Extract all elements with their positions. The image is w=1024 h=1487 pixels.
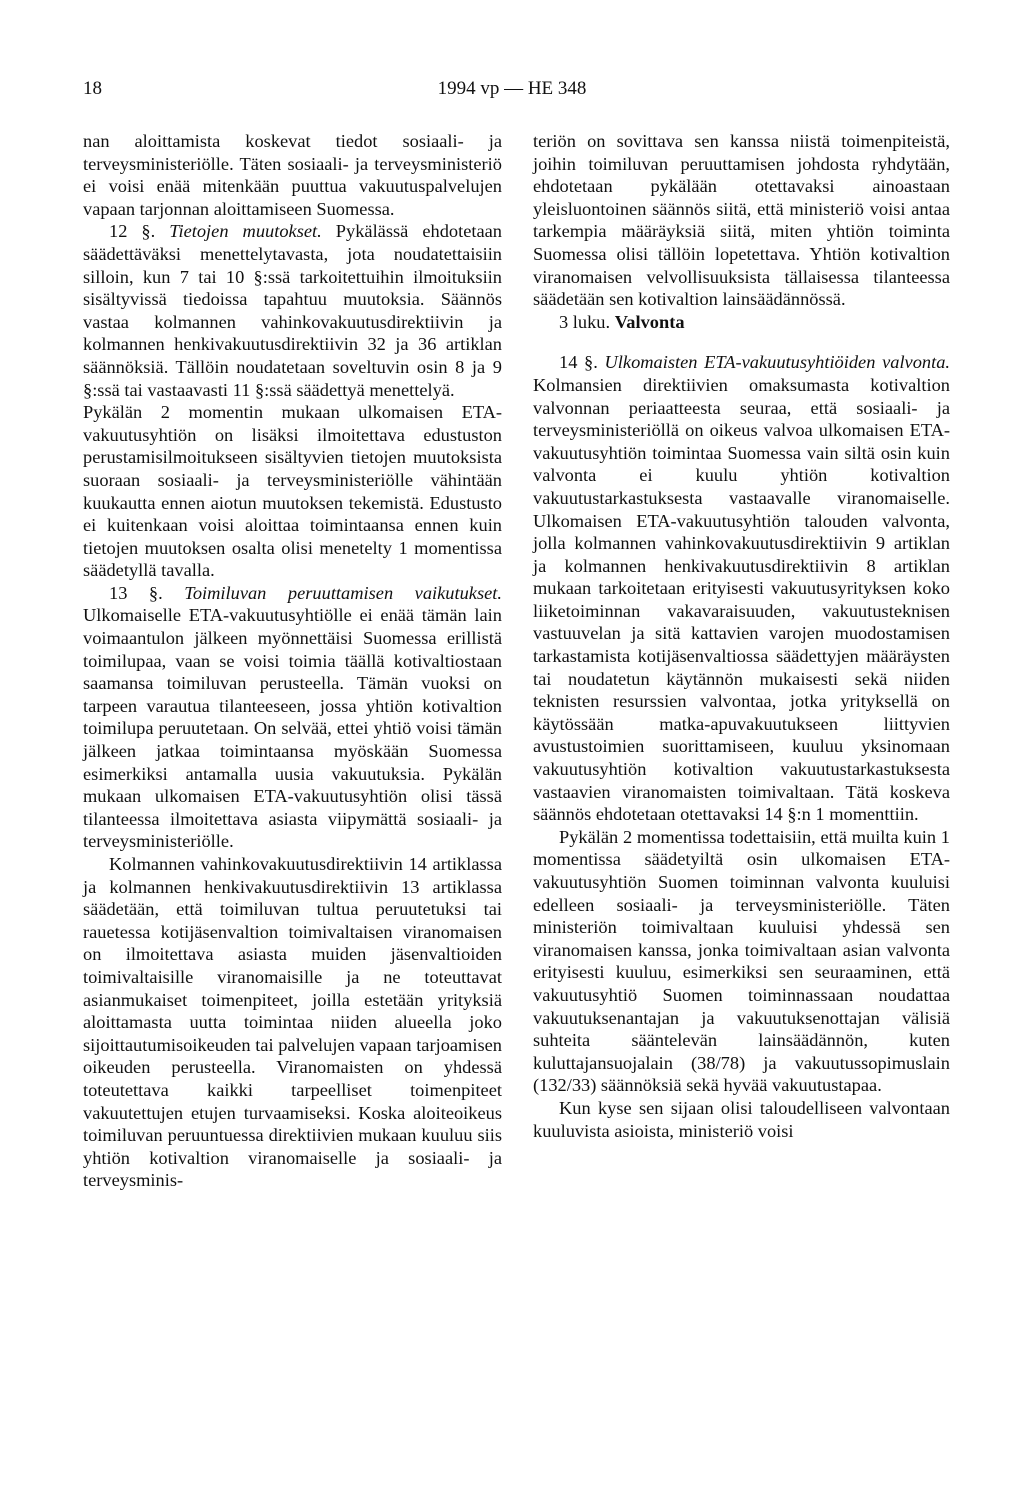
section-title: Ulkomaisten ETA-vakuutusyhtiöiden valvonta. — [604, 352, 951, 373]
section-number: 13 §. — [109, 582, 163, 603]
section-text: Ulkomaiselle ETA-vakuutusyhtiölle ei enää tämän lain voimaantulon jälkeen myönnettäisi Suomessa erillistä toimilupaa, vaan se voisi toimia täällä kotivaltiostaan saamansa toimiluvan perusteella. Tämän vuoksi on tarpeen varautua tilanteeseen, jossa yhtiön kotivaltion toimilupa peruutetaan. On selvää, ettei yhtiö voisi tämän jälkeen jatkaa toimintaansa myöskään Suomessa esimerkiksi antamalla uusia vakuutuksia. Pykälän mukaan ulkomaisen ETA-vakuutusyhtiön olisi tässä tilanteessa ilmoitettava asiasta viipymättä sosiaali- ja terveysministeriölle. — [83, 605, 502, 852]
left-column — [83, 130, 502, 1192]
section-title: Toimiluvan peruuttamisen vaikutukset. — [184, 582, 502, 603]
section-number: 14 §. — [559, 352, 598, 373]
paragraph: Pykälän 2 momentissa todettaisiin, että muilta kuin 1 momentissa säädetyiltä osin ulkomaisen ETA-vakuutusyhtiön Suomen toiminnan valvonta kuuluisi edelleen sosiaali- ja terveysministeriölle. Täten ministeriön toimivaltaan kuuluisi yhdessä sen viranomaisen kanssa, jonka toimivaltaan asian valvonta erityisesti kuuluu, esimerkiksi sen seuraaminen, että vakuutusyhtiö Suomen toiminnassaan noudattaa vakuutuksenantajan ja vakuutuksenottajan välisiä suhteita sääntelevän lainsäädännön, kuten kuluttajansuojalain (38/78) ja vakuutussopimuslain (132/33) säännöksiä sekä hyvää vakuutustapaa. — [533, 826, 950, 1096]
chapter-heading — [533, 311, 950, 334]
paragraph: Kolmannen vahinkovakuutusdirektiivin 14 artiklassa ja kolmannen henkivakuutusdirektiivin 13 artiklassa säädetään, että toimiluvan tultua peruutetuksi tai rauetessa kotijäsenvaltion toimivaltaisen viranomaisen on ilmoitettava asiasta muiden jäsenvaltioiden toimivaltaisille viranomaisille ja ne toteuttavat asianmukaiset toimenpiteet, joilla estetään yrityksiä aloittamasta uutta toimintaa niiden alueella joko sijoittautumisoikeuden tai palvelujen vapaan tarjoamisen oikeuden perusteella. Viranomaisten on yhdessä toteutettava kaikki tarpeelliset toimenpiteet vakuutettujen etujen turvaamiseksi. Koska aloiteoikeus toimiluvan peruuntuessa direktiivien mukaan kuuluu siis yhtiön kotivaltion viranomaiselle ja sosiaali- ja terveysminis- — [83, 854, 502, 1191]
section-number: 12 §. — [109, 221, 156, 242]
section-12 — [83, 220, 502, 401]
paragraph: Kun kyse sen sijaan olisi taloudelliseen valvontaan kuuluvista asioista, ministeriö voisi — [533, 1097, 950, 1141]
section-text: Kolmansien direktiivien omaksumasta kotivaltion valvonnan periaatteesta seuraa, että sosiaali- ja terveysministeriöllä on oikeus valvoa ulkomaisen ETA-vakuutusyhtiön toimintaa Suomessa vain siltä osin kuin valvonta ei kuulu yhtiön kotivaltion vakuutustarkastuksesta vastaavalle viranomaiselle. Ulkomaisen ETA-vakuutusyhtiön talouden valvonta, jolla kolmannen vahinkovakuutusdirektiivin 9 artiklan ja kolmannen henkivakuutusdirektiivin 8 artiklan mukaan tarkoitetaan erityisesti vakuutusyrityksen koko liiketoiminnan vakavaraisuuden, vakuutusteknisen vastuuvelan ja sitä kattavien varojen muodostamisen tarkastamista kotijäsenvaltiossa säädettyjen määräysten tai noudatetun käytännön mukaisesti sekä niiden teknisten resurssien valvontaa, jotka yrityksellä on käytössään matka-apuvakuutukseen liittyvien avustustoimien suorittamiseen, kuuluu yksinomaan vakuutusyhtiön kotivaltion vakuutustarkastuksesta vastaavien viranomaisten toimivaltaan. Tätä koskeva säännös ehdotetaan otettavaksi 14 §:n 1 momenttiin. — [533, 374, 950, 825]
paragraph: nan aloittamista koskevat tiedot sosiaali- ja terveysministeriölle. Täten sosiaali- ja terveysministeriö ei voisi enää mitenkään puuttua vakuutuspalvelujen vapaan tarjonnan aloittamiseen Suomessa. — [83, 131, 502, 219]
right-column — [533, 130, 950, 1142]
section-text: Pykälässä ehdotetaan säädettäväksi menettelytavasta, jota noudatettaisiin silloin, kun 7 tai 10 §:ssä tarkoitettuihin ilmoituksiin sisältyvissä tiedoissa tapahtuu muutoksia. Säännös vastaa kolmannen vahinkovakuutusdirektiivin ja kolmannen henkivakuutusdirektiivin 32 ja 36 artiklan säännöksiä. Tällöin noudatetaan soveltuvin osin 8 ja 9 §:ssä tai vastaavasti 11 §:ssä säädettyä menettelyä. — [83, 221, 502, 400]
page-number: 18 — [83, 78, 102, 99]
paragraph: teriön on sovittava sen kanssa niistä toimenpiteistä, joihin toimiluvan peruuttamisen johdosta ryhdytään, ehdotetaan pykälään otettavaksi ainoastaan yleisluontoinen säännös siitä, että ministeriö voisi antaa tarkempia määräyksiä siitä, miten yhtiön toiminta Suomessa olisi tällöin lopetettava. Yhtiön kotivaltion viranomaisen velvollisuuksista tällaisessa tilanteessa säädetään sen kotivaltion lainsäädännössä. — [533, 131, 950, 310]
section-14 — [533, 351, 950, 825]
running-title: 1994 vp — HE 348 — [437, 78, 587, 99]
section-13 — [83, 582, 502, 853]
chapter-number: 3 luku. — [559, 311, 611, 332]
chapter-title: Valvonta — [614, 311, 685, 332]
paragraph: Pykälän 2 momentin mukaan ulkomaisen ETA-vakuutusyhtiön on lisäksi ilmoitettava edustuston perustamisilmoitukseen sisältyvien tietojen muutoksista suoraan sosiaali- ja terveysministeriölle vähintään kuukautta ennen aiotun muutoksen tekemistä. Edustusto ei kuitenkaan voisi aloittaa toimintaansa ennen kuin tietojen muutoksen osalta olisi menetelty 1 momentissa säädetyllä tavalla. — [83, 402, 502, 581]
section-title: Tietojen muutokset. — [169, 221, 322, 242]
